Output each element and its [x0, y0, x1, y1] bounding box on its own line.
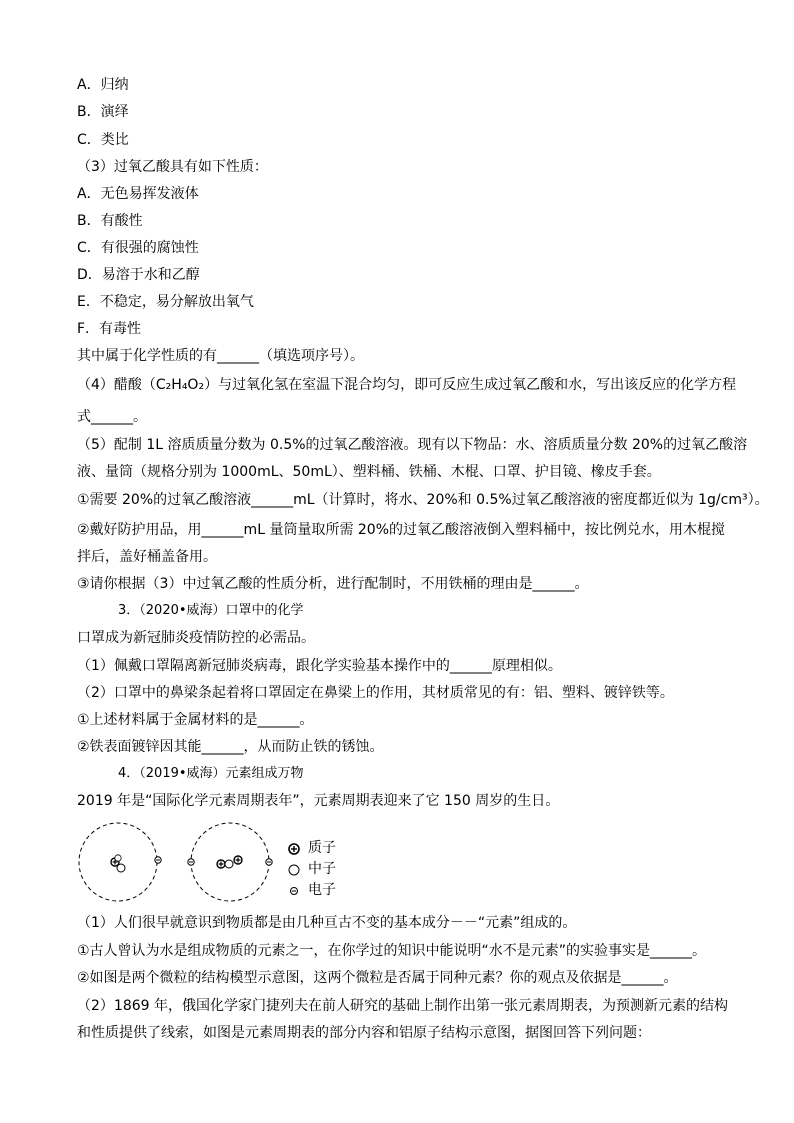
sub-question-2-line-2: 拌后，盖好桶盖备用。: [77, 549, 217, 565]
section-4-q1: （1）人们很早就意识到物质都是由几种亘古不变的基本成分－－“元素”组成的。: [77, 915, 577, 931]
section-4-q2-line-1: （2）1869 年，俄国化学家门捷列夫在前人研究的基础上制作出第一张元素周期表，为预测新元素的结构: [77, 998, 728, 1014]
sub-question-2-line-1: ②戴好防护用品，用______mL 量筒量取所需 20%的过氧乙酸溶液倒入塑料桶中，按比例兑水，用木棍搅: [77, 522, 726, 538]
legend-proton-label: 质子: [308, 840, 336, 856]
legend-electron-label: 电子: [308, 882, 336, 898]
electron-icon: [288, 885, 300, 897]
section-3-q2-2: ②铁表面镀锌因其能______，从而防止铁的锈蚀。: [77, 739, 384, 755]
section-3-q1: （1）佩戴口罩隔离新冠肺炎病毒，跟化学实验基本操作中的______原理相似。: [77, 658, 562, 674]
sub-question-3: ③请你根据（3）中过氧乙酸的性质分析，进行配制时，不用铁桶的理由是______。: [77, 576, 589, 592]
question-3-heading: （3）过氧乙酸具有如下性质：: [77, 159, 268, 175]
question-5-line-2: 液、量筒（规格分别为 1000mL、50mL）、塑料桶、铁桶、木棍、口罩、护目镜、橡皮手套。: [77, 464, 661, 480]
particle-2-neutron: [225, 860, 233, 868]
legend-proton: [288, 838, 336, 859]
property-c: C．有很强的腐蚀性: [77, 240, 199, 256]
legend-electron: [288, 880, 336, 901]
legend-neutron: [288, 859, 336, 880]
property-b: B．有酸性: [77, 213, 143, 229]
section-3-q2: （2）口罩中的鼻梁条起着将口罩固定在鼻梁上的作用，其材质常见的有：铝、塑料、镀锌铁等。: [77, 685, 674, 701]
section-3-title: 3．（2020•威海）口罩中的化学: [118, 603, 304, 618]
property-f: F．有毒性: [77, 321, 142, 337]
option-c: C．类比: [77, 132, 129, 148]
question-5-line-1: （5）配制 1L 溶质质量分数为 0.5%的过氧乙酸溶液。现有以下物品：水、溶质质量分数 20%的过氧乙酸溶: [77, 437, 748, 453]
sub-question-1: ①需要 20%的过氧乙酸溶液______mL（计算时，将水、20%和 0.5%过氧乙酸溶液的密度都近似为 1g/cm³）。: [77, 492, 769, 508]
question-4-line-2: 式______。: [77, 409, 147, 425]
option-a: A．归纳: [77, 77, 129, 93]
section-4-q1-2: ②如图是两个微粒的结构模型示意图，这两个微粒是否属于同种元素？你的观点及依据是______。: [77, 970, 678, 986]
neutron-icon: [288, 864, 300, 876]
particle-1-neutron: [117, 864, 125, 872]
property-e: E．不稳定，易分解放出氧气: [77, 294, 254, 310]
section-4-intro: 2019 年是“国际化学元素周期表年”，元素周期表迎来了它 150 周岁的生日。: [77, 793, 560, 809]
option-b: B．演绎: [77, 104, 129, 120]
section-4-title: 4．（2019•威海）元素组成万物: [118, 766, 304, 781]
section-4-q2-line-2: 和性质提供了线索，如图是元素周期表的部分内容和铝原子结构示意图，据图回答下列问题：: [77, 1025, 651, 1041]
section-3-intro: 口罩成为新冠肺炎疫情防控的必需品。: [77, 630, 315, 646]
particle-legend: [288, 838, 336, 901]
question-4-line-1: （4）醋酸（C₂H₄O₂）与过氧化氢在室温下混合均匀，即可反应生成过氧乙酸和水，写出该反应的化学方程: [77, 377, 737, 393]
section-4-q1-1: ①古人曾认为水是组成物质的元素之一，在你学过的知识中能说明“水不是元素”的实验事实是______。: [77, 943, 707, 959]
section-3-q2-1: ①上述材料属于金属材料的是______。: [77, 712, 314, 728]
question-3-prompt: 其中属于化学性质的有______（填选项序号）。: [77, 348, 364, 364]
property-d: D．易溶于水和乙醇: [77, 267, 200, 283]
legend-neutron-label: 中子: [308, 861, 336, 877]
particle-1-nucleus-extra: [115, 855, 121, 861]
property-a: A．无色易挥发液体: [77, 186, 199, 202]
proton-icon: [288, 843, 300, 855]
